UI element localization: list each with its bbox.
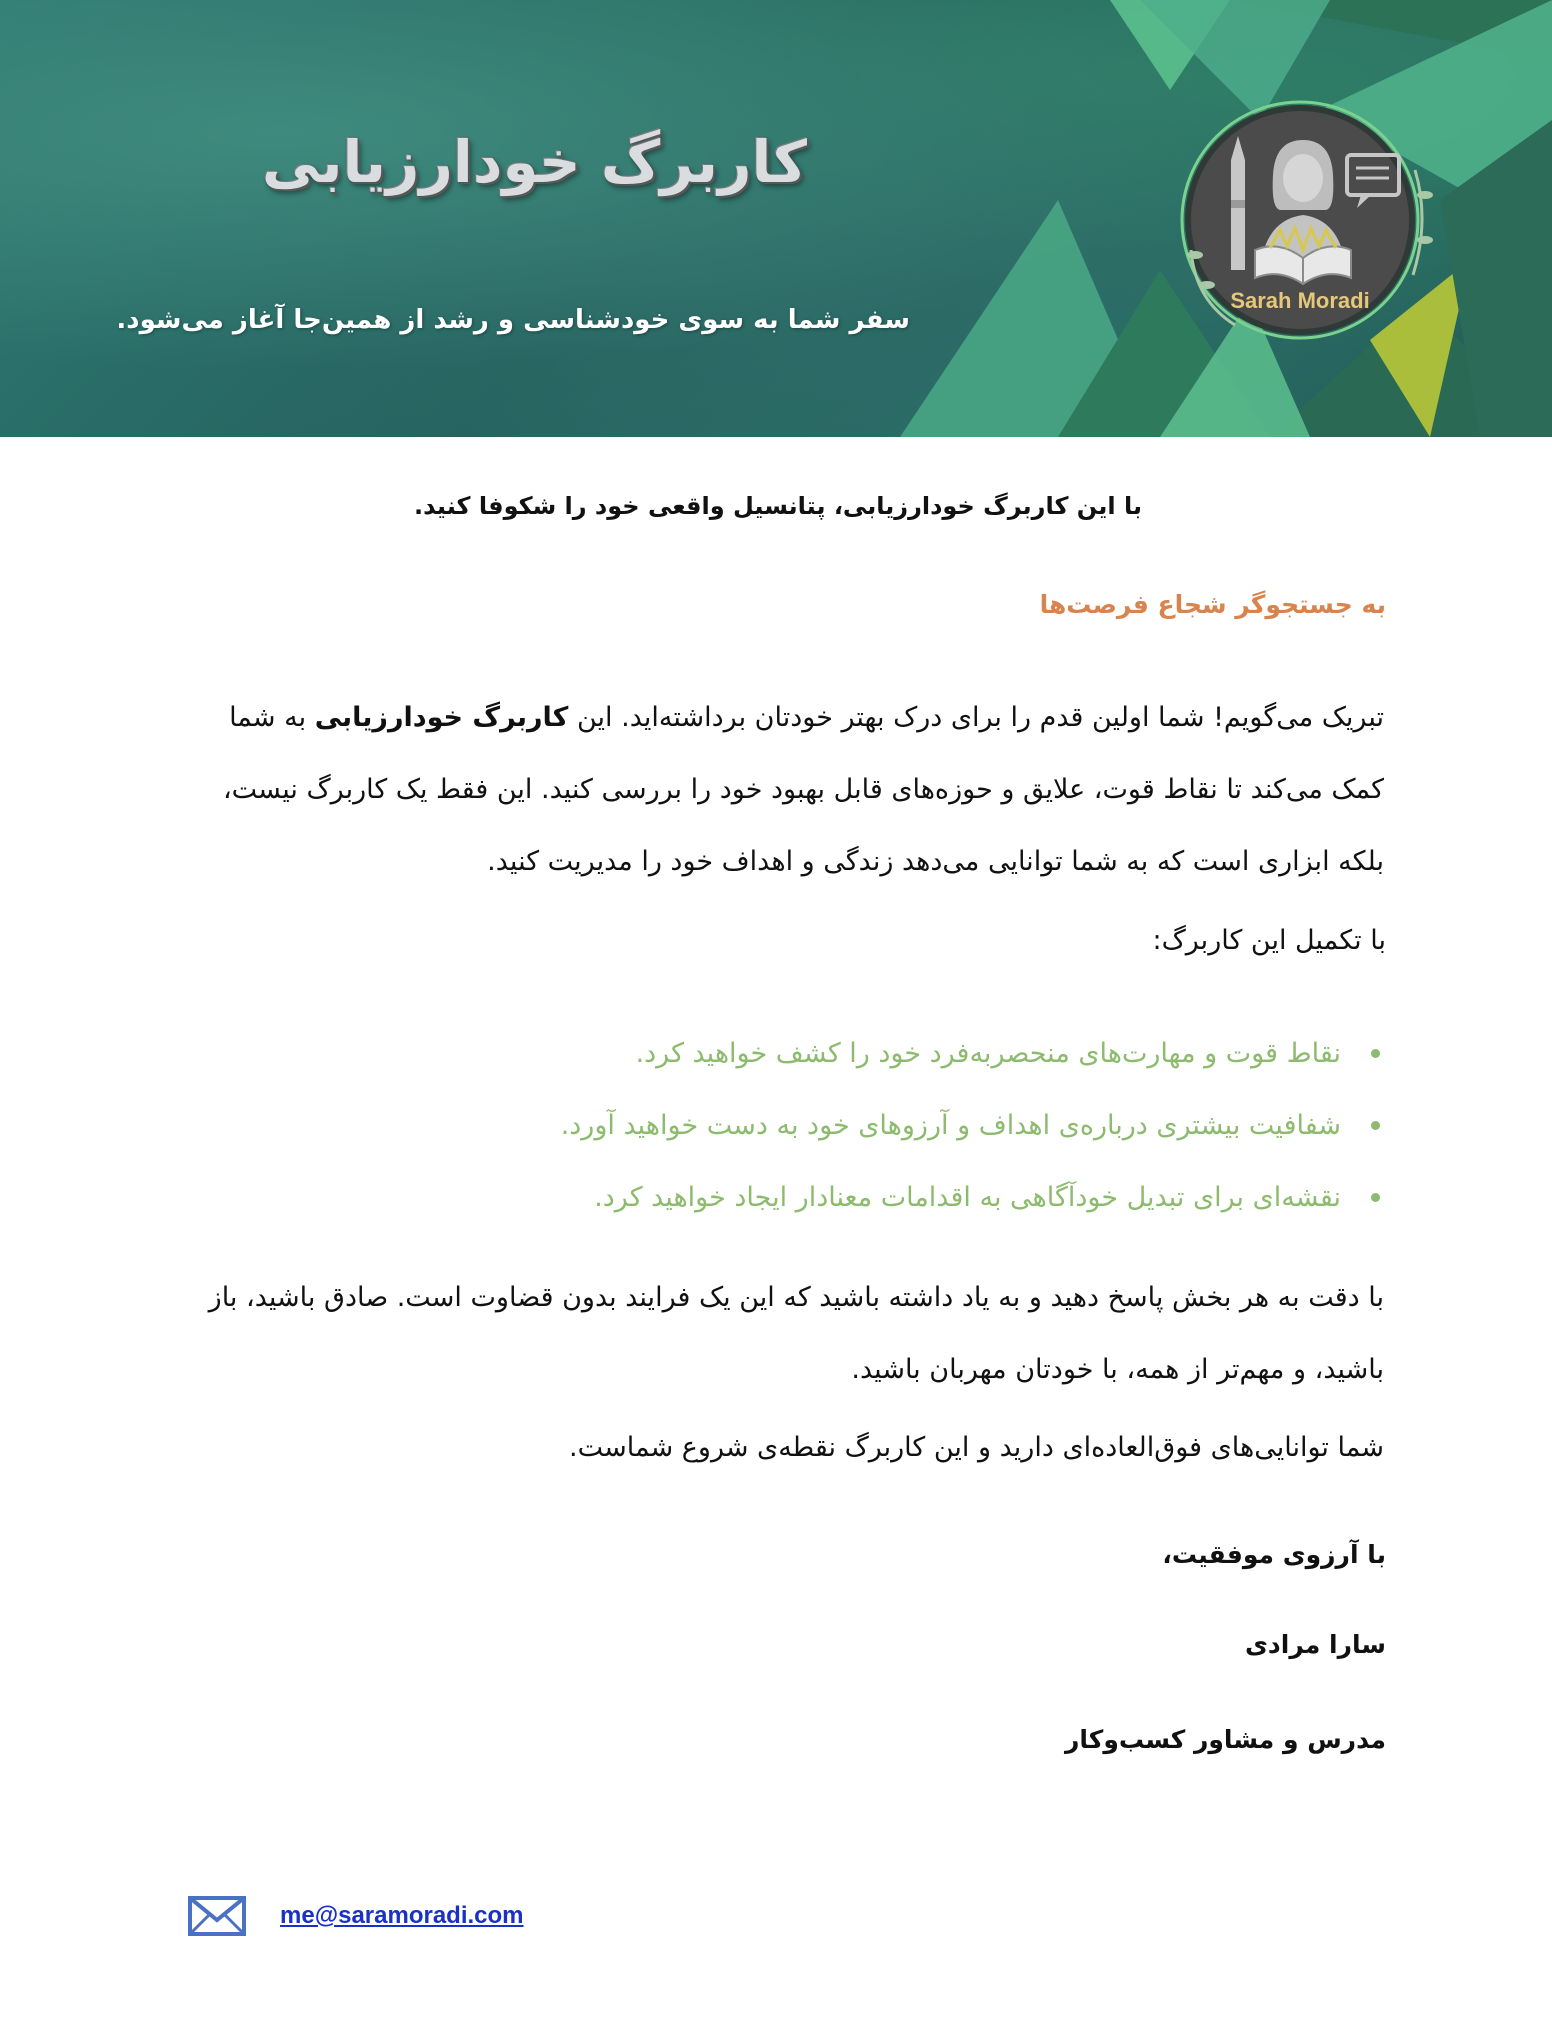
sarah-moradi-logo	[1175, 100, 1515, 340]
benefits-list	[186, 1018, 1386, 1234]
header-banner	[0, 0, 1552, 437]
bullet-icon	[1371, 1121, 1380, 1130]
list-item-text: نقاط قوت و مهارت‌های منحصربه‌فرد خود را کشف خواهید کرد.	[635, 1038, 1341, 1069]
signoff: با آرزوی موفقیت،	[1162, 1540, 1386, 1569]
encouragement-paragraph: شما توانایی‌های فوق‌العاده‌ای دارید و این کاربرگ نقطه‌ی شروع شماست.	[569, 1432, 1384, 1463]
list-item	[186, 1162, 1386, 1234]
list-item	[186, 1018, 1386, 1090]
intro-text-end: به شما کمک می‌کند تا نقاط قوت، علایق و حوزه‌های قابل بهبود خود را بررسی کنید. این فقط یک کاربرگ نیست، بلکه ابزاری است که به شما توانایی می‌دهد زندگی و اهداف خود را مدیریت کنید.	[222, 702, 1384, 877]
bullet-icon	[1371, 1049, 1380, 1058]
document-subtitle: سفر شما به سوی خودشناسی و رشد از همین‌جا آغاز می‌شود.	[116, 305, 910, 335]
intro-paragraph	[184, 682, 1384, 898]
list-item	[186, 1090, 1386, 1162]
email-link[interactable]: me@saramoradi.com	[280, 1902, 524, 1929]
author-title: مدرس و مشاور کسب‌وکار	[1065, 1725, 1386, 1754]
list-item-text: نقشه‌ای برای تبدیل خودآگاهی به اقدامات معنادار ایجاد خواهید کرد.	[594, 1182, 1341, 1213]
tagline: با این کاربرگ خودارزیابی، پتانسیل واقعی خود را شکوفا کنید.	[413, 492, 1142, 520]
section-heading: به جستجوگر شجاع فرصت‌ها	[1039, 590, 1386, 619]
envelope-icon	[188, 1896, 246, 1936]
intro-text-start: تبریک می‌گویم! شما اولین قدم را برای درک بهتر خودتان برداشته‌اید. این	[568, 702, 1384, 733]
author-name: سارا مرادی	[1245, 1630, 1386, 1659]
list-item-text: شفافیت بیشتری درباره‌ی اهداف و آرزوهای خود به دست خواهید آورد.	[560, 1110, 1341, 1141]
logo-name: Sarah Moradi	[1230, 288, 1370, 313]
document-title: کاربرگ خودارزیابی	[262, 128, 807, 196]
intro-bold-worksheet: کاربرگ خودارزیابی	[314, 702, 569, 733]
bullet-icon	[1371, 1193, 1380, 1202]
list-label: با تکمیل این کاربرگ:	[1152, 925, 1386, 956]
instructions-paragraph: با دقت به هر بخش پاسخ دهید و به یاد داشته باشید که این یک فرایند بدون قضاوت است. صادق باشید، باز باشید، و مهم‌تر از همه، با خودتان مهربان باشید.	[208, 1282, 1384, 1385]
